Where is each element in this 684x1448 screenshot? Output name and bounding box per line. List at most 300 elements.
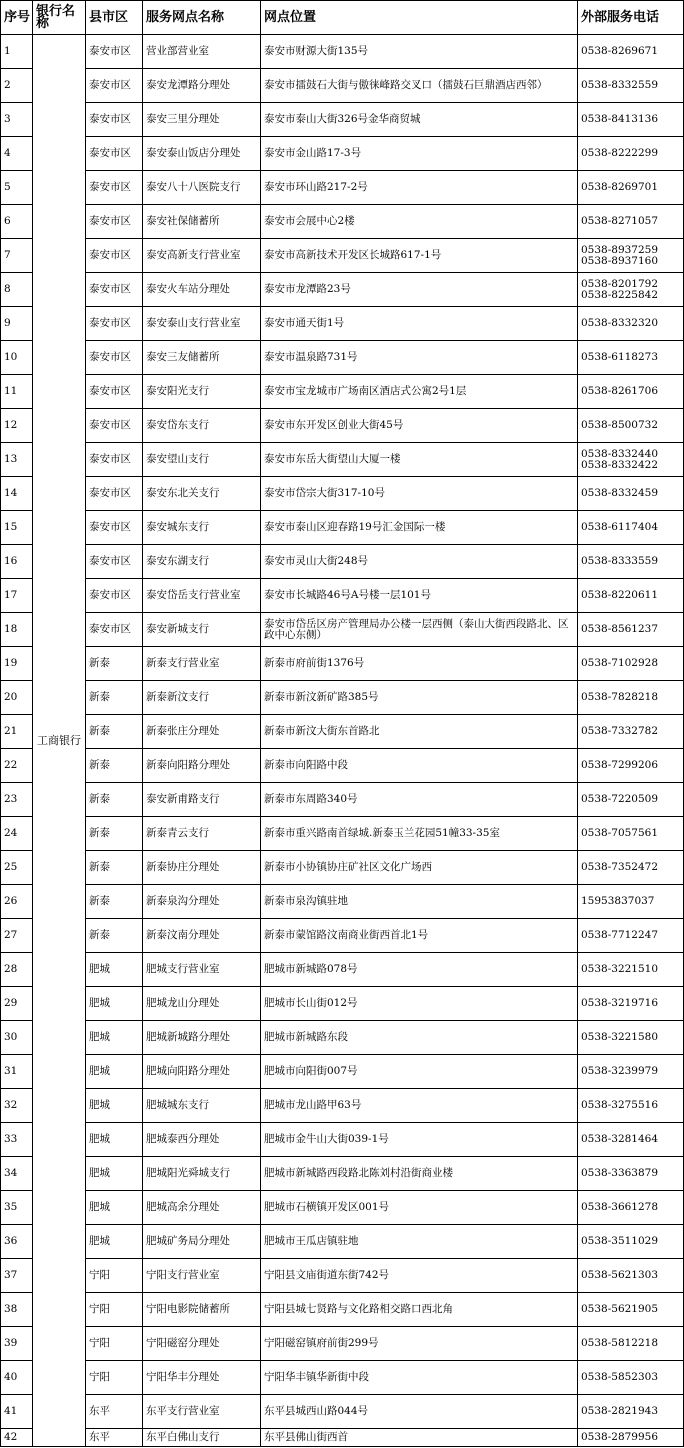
cell-outlet-name: 新泰汶南分理处 [143, 919, 261, 953]
phone-number: 0538-8413136 [581, 113, 659, 125]
cell-phone [578, 239, 684, 273]
table-row [1, 749, 684, 783]
cell-location: 新泰市东周路340号 [261, 783, 578, 817]
cell-outlet-name: 肥城向阳路分理处 [143, 1055, 261, 1089]
cell-phone [578, 1327, 684, 1361]
cell-seq: 29 [1, 987, 33, 1021]
cell-outlet-name: 肥城支行营业室 [143, 953, 261, 987]
cell-location: 泰安市岱宗大街317-10号 [261, 477, 578, 511]
cell-district: 新泰 [86, 919, 143, 953]
table-row [1, 919, 684, 953]
cell-location: 新泰市蒙馆路汶南商业街西首北1号 [261, 919, 578, 953]
cell-location: 肥城市石横镇开发区001号 [261, 1191, 578, 1225]
cell-outlet-name: 泰安泰山支行营业室 [143, 307, 261, 341]
phone-number: 0538-8333559 [581, 555, 659, 567]
table-row [1, 239, 684, 273]
cell-outlet-name: 泰安三里分理处 [143, 103, 261, 137]
cell-location: 泰安市东岳大街望山大厦一楼 [261, 443, 578, 477]
cell-district: 新泰 [86, 749, 143, 783]
cell-seq: 4 [1, 137, 33, 171]
cell-seq: 19 [1, 647, 33, 681]
cell-district: 肥城 [86, 987, 143, 1021]
cell-phone [578, 307, 684, 341]
cell-phone [578, 681, 684, 715]
cell-location: 泰安市长城路46号A号楼一层101号 [261, 579, 578, 613]
cell-phone [578, 1361, 684, 1395]
table-row [1, 1157, 684, 1191]
cell-location: 新泰市新汶新矿路385号 [261, 681, 578, 715]
table-row [1, 545, 684, 579]
cell-seq: 2 [1, 69, 33, 103]
phone-number: 0538-6117404 [581, 521, 659, 533]
cell-seq: 10 [1, 341, 33, 375]
phone-number: 0538-8261706 [581, 385, 659, 397]
cell-location: 泰安市岱岳区房产管理局办公楼一层西侧（泰山大街西段路北、区政中心东侧） [261, 613, 578, 647]
cell-phone [578, 205, 684, 239]
phone-number: 0538-8332320 [581, 317, 659, 329]
cell-seq: 39 [1, 1327, 33, 1361]
table-row [1, 783, 684, 817]
phone-number: 0538-3363879 [581, 1167, 659, 1179]
phone-number: 0538-3219716 [581, 997, 659, 1009]
cell-outlet-name: 新泰协庄分理处 [143, 851, 261, 885]
cell-district: 宁阳 [86, 1361, 143, 1395]
phone-number: 0538-5852303 [581, 1371, 659, 1383]
cell-seq: 37 [1, 1259, 33, 1293]
cell-district: 东平 [86, 1395, 143, 1429]
cell-phone [578, 1191, 684, 1225]
cell-location: 肥城市长山街012号 [261, 987, 578, 1021]
cell-phone [578, 715, 684, 749]
cell-location: 泰安市龙潭路23号 [261, 273, 578, 307]
table-row [1, 953, 684, 987]
table-body [1, 35, 684, 1447]
cell-bank-name: 工商银行 [33, 35, 86, 1447]
header-seq: 序号 [1, 1, 33, 35]
cell-location: 泰安市擂鼓石大街与傲徕峰路交叉口（擂鼓石巨鼎酒店西邻） [261, 69, 578, 103]
cell-phone [578, 749, 684, 783]
phone-number: 0538-8332559 [581, 79, 659, 91]
cell-district: 泰安市区 [86, 171, 143, 205]
cell-location: 新泰市小协镇协庄矿社区文化广场西 [261, 851, 578, 885]
cell-outlet-name: 泰安火车站分理处 [143, 273, 261, 307]
cell-phone [578, 919, 684, 953]
cell-location: 宁阳县城七贤路与文化路相交路口西北角 [261, 1293, 578, 1327]
phone-number: 0538-3511029 [581, 1235, 659, 1247]
cell-phone [578, 783, 684, 817]
cell-seq: 11 [1, 375, 33, 409]
cell-district: 肥城 [86, 1123, 143, 1157]
cell-location: 泰安市高新技术开发区长城路617-1号 [261, 239, 578, 273]
table-row [1, 69, 684, 103]
cell-seq: 16 [1, 545, 33, 579]
table-row [1, 273, 684, 307]
cell-phone [578, 137, 684, 171]
cell-location: 肥城市金牛山大街039-1号 [261, 1123, 578, 1157]
cell-outlet-name: 泰安三友储蓄所 [143, 341, 261, 375]
table-row [1, 987, 684, 1021]
cell-district: 新泰 [86, 817, 143, 851]
cell-outlet-name: 泰安东北关支行 [143, 477, 261, 511]
cell-district: 泰安市区 [86, 511, 143, 545]
cell-outlet-name: 泰安新城支行 [143, 613, 261, 647]
cell-district: 泰安市区 [86, 239, 143, 273]
table-row [1, 1123, 684, 1157]
phone-number: 0538-5621303 [581, 1269, 659, 1281]
cell-seq: 42 [1, 1429, 33, 1447]
cell-seq: 1 [1, 35, 33, 69]
phone-number-secondary: 0538-8332422 [581, 458, 659, 471]
cell-district: 泰安市区 [86, 137, 143, 171]
cell-seq: 7 [1, 239, 33, 273]
cell-location: 泰安市温泉路731号 [261, 341, 578, 375]
cell-seq: 33 [1, 1123, 33, 1157]
cell-district: 泰安市区 [86, 613, 143, 647]
cell-district: 肥城 [86, 1089, 143, 1123]
phone-number: 0538-5812218 [581, 1337, 659, 1349]
cell-seq: 15 [1, 511, 33, 545]
cell-phone [578, 1157, 684, 1191]
phone-number: 0538-8220611 [581, 589, 659, 601]
table-row [1, 681, 684, 715]
header-bank: 银行名称 [33, 1, 86, 35]
cell-district: 肥城 [86, 1021, 143, 1055]
phone-number: 0538-7102928 [581, 657, 659, 669]
phone-number: 0538-8201792 [581, 277, 659, 290]
cell-district: 泰安市区 [86, 375, 143, 409]
cell-outlet-name: 肥城泰西分理处 [143, 1123, 261, 1157]
cell-location: 泰安市金山路17-3号 [261, 137, 578, 171]
table-row [1, 1361, 684, 1395]
cell-location: 泰安市通天街1号 [261, 307, 578, 341]
cell-phone [578, 341, 684, 375]
cell-location: 泰安市财源大街135号 [261, 35, 578, 69]
cell-outlet-name: 泰安社保储蓄所 [143, 205, 261, 239]
cell-seq: 14 [1, 477, 33, 511]
cell-location: 宁阳华丰镇华新街中段 [261, 1361, 578, 1395]
cell-district: 泰安市区 [86, 477, 143, 511]
cell-seq: 26 [1, 885, 33, 919]
phone-number: 0538-7712247 [581, 929, 659, 941]
table-row [1, 1191, 684, 1225]
cell-outlet-name: 泰安东湖支行 [143, 545, 261, 579]
header-row [1, 1, 684, 35]
phone-number: 0538-7828218 [581, 691, 659, 703]
phone-number: 0538-2879956 [581, 1431, 659, 1443]
cell-district: 泰安市区 [86, 545, 143, 579]
cell-location: 泰安市泰山区迎春路19号汇金国际一楼 [261, 511, 578, 545]
cell-location: 新泰市重兴路南首绿城.新泰玉兰花园51幢33-35室 [261, 817, 578, 851]
table-row [1, 409, 684, 443]
cell-outlet-name: 泰安新甫路支行 [143, 783, 261, 817]
table-row [1, 647, 684, 681]
cell-phone [578, 851, 684, 885]
phone-number: 0538-8561237 [581, 623, 659, 635]
cell-outlet-name: 宁阳电影院储蓄所 [143, 1293, 261, 1327]
cell-seq: 6 [1, 205, 33, 239]
phone-number: 0538-7220509 [581, 793, 659, 805]
phone-number: 0538-3661278 [581, 1201, 659, 1213]
cell-district: 肥城 [86, 953, 143, 987]
cell-outlet-name: 泰安八十八医院支行 [143, 171, 261, 205]
table-row [1, 443, 684, 477]
cell-seq: 24 [1, 817, 33, 851]
cell-phone [578, 1259, 684, 1293]
cell-location: 泰安市宝龙城市广场南区酒店式公寓2号1层 [261, 375, 578, 409]
table-row [1, 477, 684, 511]
table-row [1, 171, 684, 205]
phone-number: 0538-3281464 [581, 1133, 659, 1145]
table-row [1, 1293, 684, 1327]
cell-phone [578, 1293, 684, 1327]
cell-seq: 30 [1, 1021, 33, 1055]
table-row [1, 1021, 684, 1055]
cell-seq: 21 [1, 715, 33, 749]
header-district: 县市区 [86, 1, 143, 35]
phone-number: 0538-8269701 [581, 181, 659, 193]
cell-district: 泰安市区 [86, 443, 143, 477]
table-row [1, 341, 684, 375]
phone-number-secondary: 0538-8937160 [581, 254, 659, 267]
cell-district: 泰安市区 [86, 35, 143, 69]
header-location: 网点位置 [261, 1, 578, 35]
cell-location: 肥城市新城路西段路北陈刘村沿街商业楼 [261, 1157, 578, 1191]
cell-outlet-name: 泰安望山支行 [143, 443, 261, 477]
table-row [1, 137, 684, 171]
cell-phone [578, 1395, 684, 1429]
cell-seq: 9 [1, 307, 33, 341]
cell-outlet-name: 新泰青云支行 [143, 817, 261, 851]
cell-district: 肥城 [86, 1225, 143, 1259]
table-row [1, 1429, 684, 1447]
cell-phone [578, 1021, 684, 1055]
cell-seq: 5 [1, 171, 33, 205]
cell-phone [578, 443, 684, 477]
cell-district: 泰安市区 [86, 579, 143, 613]
cell-location: 新泰市泉沟镇驻地 [261, 885, 578, 919]
cell-district: 宁阳 [86, 1327, 143, 1361]
phone-number: 0538-3239979 [581, 1065, 659, 1077]
phone-number: 0538-5621905 [581, 1303, 659, 1315]
cell-location: 泰安市环山路217-2号 [261, 171, 578, 205]
cell-seq: 13 [1, 443, 33, 477]
phone-number: 0538-8269671 [581, 45, 659, 57]
phone-number: 0538-8937259 [581, 243, 659, 256]
cell-district: 新泰 [86, 885, 143, 919]
cell-phone [578, 885, 684, 919]
cell-location: 新泰市向阳路中段 [261, 749, 578, 783]
cell-outlet-name: 肥城阳光舜城支行 [143, 1157, 261, 1191]
cell-district: 新泰 [86, 647, 143, 681]
cell-district: 新泰 [86, 715, 143, 749]
cell-phone [578, 69, 684, 103]
cell-phone [578, 647, 684, 681]
cell-district: 泰安市区 [86, 205, 143, 239]
cell-outlet-name: 新泰新汶支行 [143, 681, 261, 715]
phone-number: 0538-8271057 [581, 215, 659, 227]
cell-phone [578, 953, 684, 987]
cell-seq: 32 [1, 1089, 33, 1123]
table-row [1, 1259, 684, 1293]
table-row [1, 103, 684, 137]
cell-phone [578, 987, 684, 1021]
phone-number: 0538-8222299 [581, 147, 659, 159]
cell-phone [578, 511, 684, 545]
table-row [1, 511, 684, 545]
table-row [1, 715, 684, 749]
phone-number: 0538-7057561 [581, 827, 659, 839]
phone-number: 0538-8332459 [581, 487, 659, 499]
cell-phone [578, 1123, 684, 1157]
cell-phone [578, 35, 684, 69]
cell-district: 东平 [86, 1429, 143, 1447]
cell-location: 东平县佛山街西首 [261, 1429, 578, 1447]
cell-district: 新泰 [86, 783, 143, 817]
header-outlet: 服务网点名称 [143, 1, 261, 35]
cell-outlet-name: 东平白佛山支行 [143, 1429, 261, 1447]
table-row [1, 307, 684, 341]
cell-phone [578, 103, 684, 137]
cell-outlet-name: 新泰向阳路分理处 [143, 749, 261, 783]
table-row [1, 1055, 684, 1089]
cell-outlet-name: 东平支行营业室 [143, 1395, 261, 1429]
cell-outlet-name: 泰安高新支行营业室 [143, 239, 261, 273]
cell-seq: 22 [1, 749, 33, 783]
table-row [1, 1089, 684, 1123]
cell-location: 肥城市龙山路甲63号 [261, 1089, 578, 1123]
cell-location: 东平县城西山路044号 [261, 1395, 578, 1429]
cell-phone [578, 375, 684, 409]
table-row [1, 35, 684, 69]
phone-number: 0538-3275516 [581, 1099, 659, 1111]
phone-number: 0538-6118273 [581, 351, 659, 363]
cell-seq: 3 [1, 103, 33, 137]
cell-seq: 8 [1, 273, 33, 307]
phone-number: 0538-7352472 [581, 861, 659, 873]
cell-seq: 41 [1, 1395, 33, 1429]
cell-outlet-name: 营业部营业室 [143, 35, 261, 69]
cell-phone [578, 409, 684, 443]
cell-district: 泰安市区 [86, 69, 143, 103]
cell-outlet-name: 新泰支行营业室 [143, 647, 261, 681]
cell-seq: 35 [1, 1191, 33, 1225]
table-row [1, 1327, 684, 1361]
cell-phone [578, 171, 684, 205]
cell-phone [578, 545, 684, 579]
cell-location: 泰安市灵山大街248号 [261, 545, 578, 579]
cell-location: 新泰市府前街1376号 [261, 647, 578, 681]
cell-outlet-name: 宁阳华丰分理处 [143, 1361, 261, 1395]
phone-number: 0538-8332440 [581, 447, 659, 460]
table-row [1, 1395, 684, 1429]
cell-outlet-name: 新泰张庄分理处 [143, 715, 261, 749]
table-row [1, 817, 684, 851]
cell-outlet-name: 肥城高余分理处 [143, 1191, 261, 1225]
cell-phone [578, 1055, 684, 1089]
cell-outlet-name: 肥城新城路分理处 [143, 1021, 261, 1055]
cell-outlet-name: 泰安城东支行 [143, 511, 261, 545]
cell-location: 泰安市泰山大街326号金华商贸城 [261, 103, 578, 137]
cell-seq: 18 [1, 613, 33, 647]
cell-outlet-name: 肥城龙山分理处 [143, 987, 261, 1021]
table-row [1, 205, 684, 239]
cell-location: 肥城市新城路078号 [261, 953, 578, 987]
table-row [1, 885, 684, 919]
cell-district: 宁阳 [86, 1259, 143, 1293]
cell-location: 泰安市东开发区创业大街45号 [261, 409, 578, 443]
cell-district: 新泰 [86, 851, 143, 885]
cell-phone [578, 477, 684, 511]
cell-location: 肥城市向阳街007号 [261, 1055, 578, 1089]
table-row [1, 579, 684, 613]
cell-location: 宁阳县文庙街道东街742号 [261, 1259, 578, 1293]
cell-outlet-name: 泰安龙潭路分理处 [143, 69, 261, 103]
phone-number: 0538-3221510 [581, 963, 659, 975]
cell-location: 新泰市新汶大街东首路北 [261, 715, 578, 749]
cell-seq: 20 [1, 681, 33, 715]
cell-district: 泰安市区 [86, 307, 143, 341]
phone-number: 0538-7299206 [581, 759, 659, 771]
cell-phone [578, 579, 684, 613]
cell-outlet-name: 泰安岱东支行 [143, 409, 261, 443]
cell-outlet-name: 肥城城东支行 [143, 1089, 261, 1123]
cell-outlet-name: 泰安岱岳支行营业室 [143, 579, 261, 613]
cell-seq: 31 [1, 1055, 33, 1089]
cell-seq: 40 [1, 1361, 33, 1395]
cell-district: 肥城 [86, 1055, 143, 1089]
cell-location: 肥城市王瓜店镇驻地 [261, 1225, 578, 1259]
phone-number-secondary: 0538-8225842 [581, 288, 659, 301]
cell-phone [578, 613, 684, 647]
cell-seq: 36 [1, 1225, 33, 1259]
cell-seq: 28 [1, 953, 33, 987]
phone-number: 0538-8500732 [581, 419, 659, 431]
cell-district: 肥城 [86, 1191, 143, 1225]
cell-seq: 27 [1, 919, 33, 953]
cell-district: 泰安市区 [86, 341, 143, 375]
phone-number: 0538-7332782 [581, 725, 659, 737]
cell-seq: 12 [1, 409, 33, 443]
cell-outlet-name: 泰安泰山饭店分理处 [143, 137, 261, 171]
cell-seq: 34 [1, 1157, 33, 1191]
table-row [1, 375, 684, 409]
header-phone: 外部服务电话 [578, 1, 684, 35]
cell-district: 新泰 [86, 681, 143, 715]
cell-location: 宁阳磁窑镇府前街299号 [261, 1327, 578, 1361]
cell-phone [578, 1429, 684, 1447]
cell-outlet-name: 宁阳支行营业室 [143, 1259, 261, 1293]
cell-district: 宁阳 [86, 1293, 143, 1327]
cell-district: 泰安市区 [86, 409, 143, 443]
cell-outlet-name: 泰安阳光支行 [143, 375, 261, 409]
cell-phone [578, 817, 684, 851]
cell-seq: 17 [1, 579, 33, 613]
cell-district: 泰安市区 [86, 273, 143, 307]
table-row [1, 613, 684, 647]
table-row [1, 851, 684, 885]
cell-phone [578, 1089, 684, 1123]
cell-district: 泰安市区 [86, 103, 143, 137]
cell-outlet-name: 新泰泉沟分理处 [143, 885, 261, 919]
phone-number: 0538-2821943 [581, 1405, 659, 1417]
cell-phone [578, 1225, 684, 1259]
cell-phone [578, 273, 684, 307]
cell-district: 肥城 [86, 1157, 143, 1191]
table-row [1, 1225, 684, 1259]
cell-seq: 23 [1, 783, 33, 817]
cell-seq: 25 [1, 851, 33, 885]
cell-location: 肥城市新城路东段 [261, 1021, 578, 1055]
